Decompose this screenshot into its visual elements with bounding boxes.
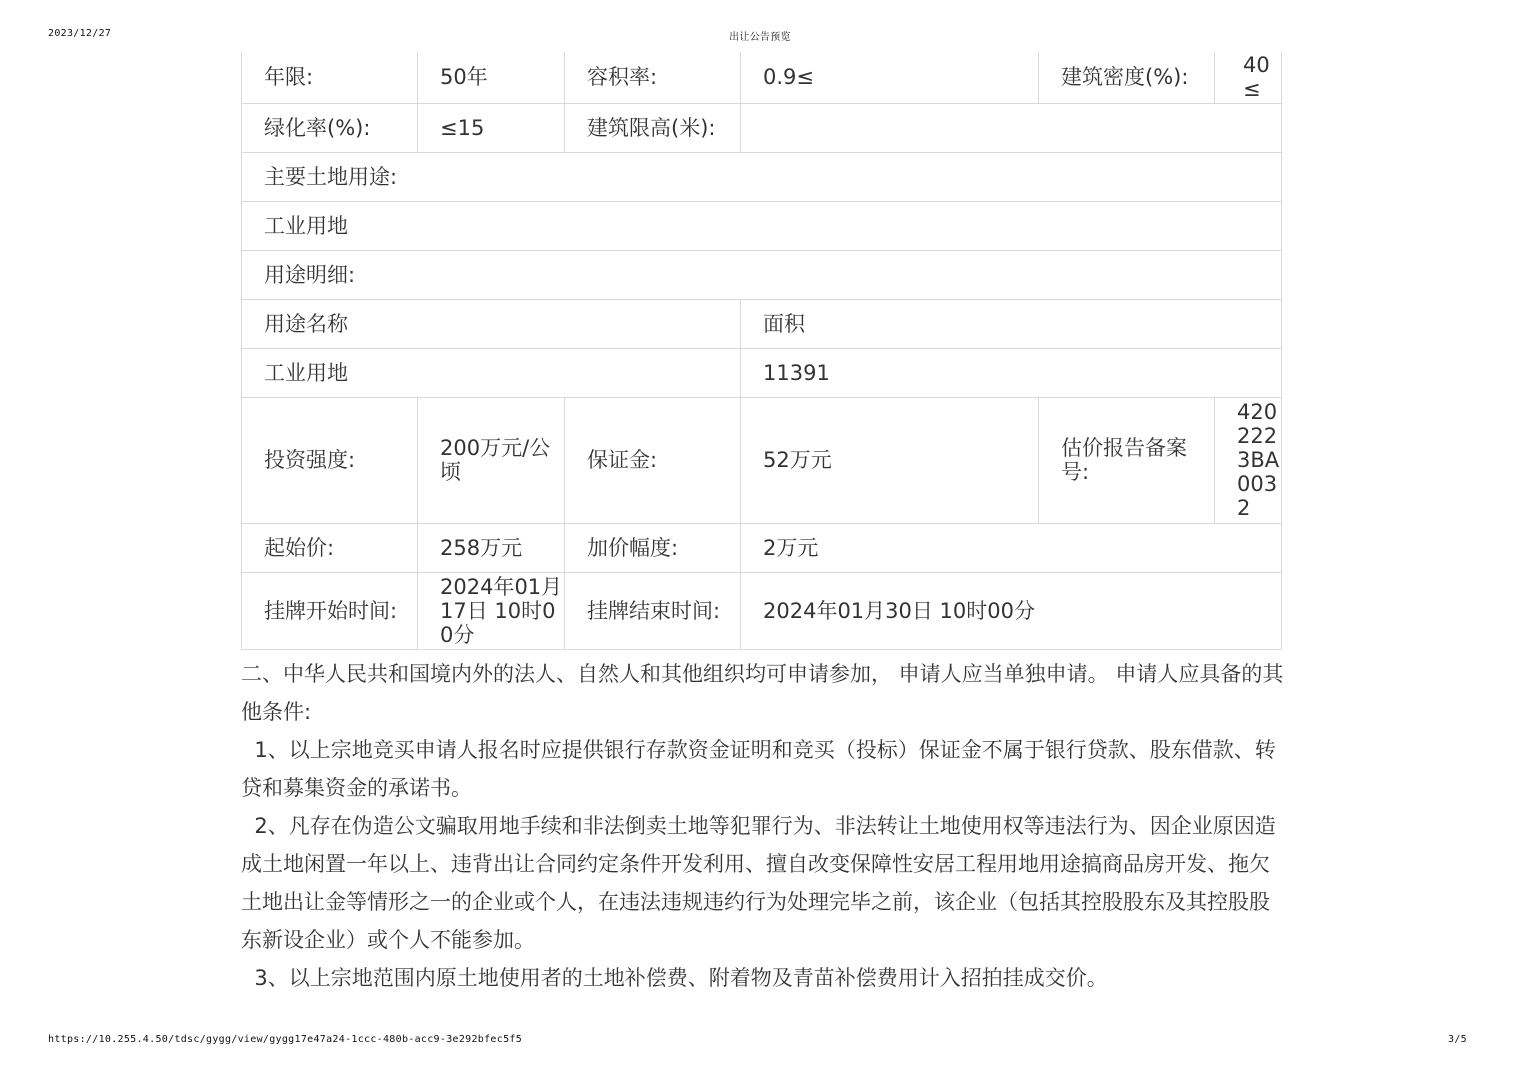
cell-area: 11391 xyxy=(741,348,1282,397)
print-date: 2023/12/27 xyxy=(48,28,112,39)
value-bid-increment: 2万元 xyxy=(741,523,1282,572)
table-row xyxy=(242,572,1282,649)
header-area: 面积 xyxy=(741,299,1282,348)
label-use-details: 用途明细: xyxy=(242,250,1282,299)
label-deposit: 保证金: xyxy=(565,397,741,523)
value-plot-ratio: 0.9≤ xyxy=(741,52,1039,103)
table-row xyxy=(242,523,1282,572)
table-row xyxy=(242,103,1282,152)
paragraph-condition-2: 2、凡存在伪造公文骗取用地手续和非法倒卖土地等犯罪行为、非法转让土地使用权等违法行为、因企业原因造成土地闲置一年以上、违背出让合同约定条件开发利用、擅自改变保障性安居工程用地用途搞商品房开发、拖欠土地出让金等情形之一的企业或个人，在违法违规违约行为处理完毕之前，该企业（包括其控股股东及其控股股东新设企业）或个人不能参加。 xyxy=(241,814,1276,952)
paragraph-applicant-eligibility: 二、中华人民共和国境内外的法人、自然人和其他组织均可申请参加， 申请人应当单独申请。 申请人应具备的其他条件: xyxy=(241,662,1284,724)
paragraph-condition-3: 3、以上宗地范围内原土地使用者的土地补偿费、附着物及青苗补偿费用计入招拍挂成交价。 xyxy=(241,966,1108,990)
value-appraisal-record-no: 4202223BA0032 xyxy=(1215,397,1282,523)
label-green-ratio: 绿化率(%): xyxy=(242,103,418,152)
table-row xyxy=(242,52,1282,103)
label-main-land-use: 主要土地用途: xyxy=(242,152,1282,201)
label-starting-price: 起始价: xyxy=(242,523,418,572)
label-bid-increment: 加价幅度: xyxy=(565,523,741,572)
land-info-table xyxy=(241,52,1282,650)
value-deposit: 52万元 xyxy=(741,397,1039,523)
cell-use-name: 工业用地 xyxy=(242,348,741,397)
value-term: 50年 xyxy=(418,52,565,103)
table-row xyxy=(242,348,1282,397)
paragraph-condition-1: 1、以上宗地竞买申请人报名时应提供银行存款资金证明和竞买（投标）保证金不属于银行贷款、股东借款、转贷和募集资金的承诺书。 xyxy=(241,738,1276,800)
table-row xyxy=(242,201,1282,250)
label-plot-ratio: 容积率: xyxy=(565,52,741,103)
value-starting-price: 258万元 xyxy=(418,523,565,572)
value-height-limit xyxy=(741,103,1282,152)
value-green-ratio: ≤15 xyxy=(418,103,565,152)
value-building-density: 40≤ xyxy=(1215,52,1282,103)
header-use-name: 用途名称 xyxy=(242,299,741,348)
value-investment-intensity: 200万元/公顷 xyxy=(418,397,565,523)
table-row xyxy=(242,250,1282,299)
print-url: https://10.255.4.50/tdsc/gygg/view/gygg17e47a24-1ccc-480b-acc9-3e292bfec5f5 xyxy=(48,1034,523,1045)
table-row xyxy=(242,299,1282,348)
label-height-limit: 建筑限高(米): xyxy=(565,103,741,152)
label-investment-intensity: 投资强度: xyxy=(242,397,418,523)
label-appraisal-record-no: 估价报告备案号: xyxy=(1039,397,1215,523)
label-term: 年限: xyxy=(242,52,418,103)
page-number: 3/5 xyxy=(1448,1034,1467,1045)
label-building-density: 建筑密度(%): xyxy=(1039,52,1215,103)
print-title: 出让公告预览 xyxy=(729,32,791,43)
value-listing-start: 2024年01月17日 10时00分 xyxy=(418,572,565,649)
label-listing-end: 挂牌结束时间: xyxy=(565,572,741,649)
label-listing-start: 挂牌开始时间: xyxy=(242,572,418,649)
value-listing-end: 2024年01月30日 10时00分 xyxy=(741,572,1282,649)
table-row xyxy=(242,152,1282,201)
value-main-land-use: 工业用地 xyxy=(242,201,1282,250)
table-row xyxy=(242,397,1282,523)
